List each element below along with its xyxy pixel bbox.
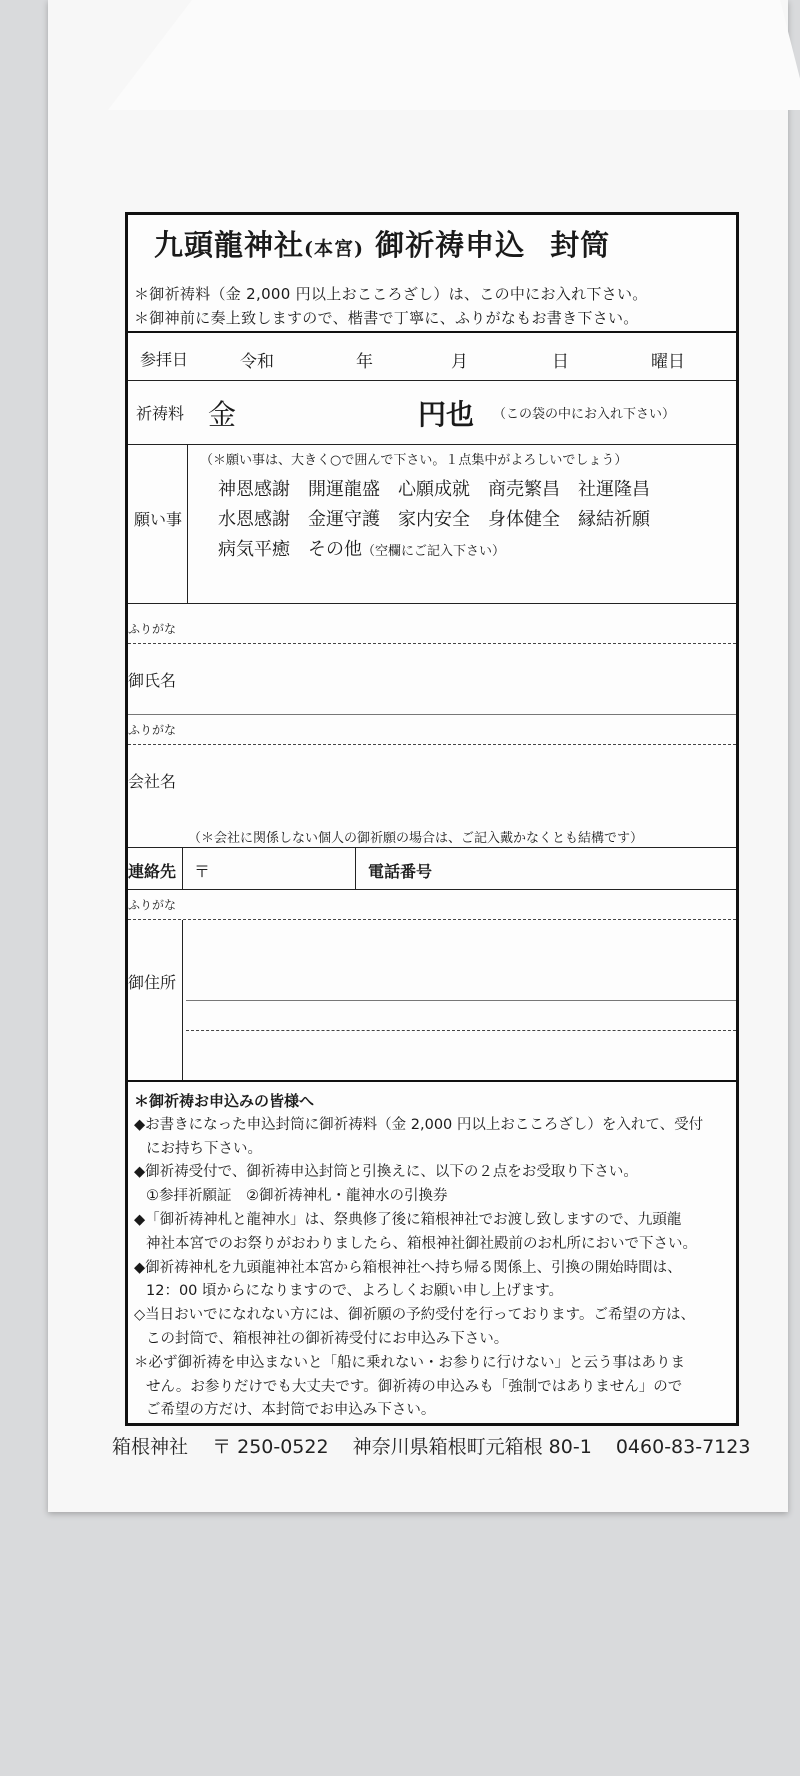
- name-furigana-row[interactable]: [128, 604, 736, 644]
- company-furigana-row[interactable]: [128, 715, 736, 745]
- phone-label: 電話番号: [368, 862, 433, 881]
- wish-option[interactable]: 水恩感謝: [218, 509, 290, 530]
- month-label: 月: [451, 352, 468, 372]
- contact-divider-2: [355, 848, 356, 889]
- instruction-line: 12：00 頃からになりますので、よろしくお願い申し上げます。: [146, 1283, 564, 1300]
- fee-label: 祈祷料: [136, 404, 185, 423]
- contact-divider-1: [182, 848, 183, 889]
- address-label: 御住所: [128, 973, 177, 992]
- instruction-line: ご希望の方だけ、本封筒でお申込み下さい。: [146, 1402, 436, 1419]
- footer: [112, 1432, 762, 1459]
- instruction-line: ◆お書きになった申込封筒に御祈祷料（金 2,000 円以上おこころざし）を入れて、受付: [134, 1116, 704, 1133]
- name-row[interactable]: [128, 644, 736, 715]
- envelope-flap: [108, 0, 800, 110]
- company-furigana-label: ふりがな: [128, 723, 177, 737]
- fee-note: （この袋の中にお入れ下さい）: [493, 407, 676, 422]
- visit-date-label: 参拝日: [140, 350, 189, 369]
- instructions: [134, 1090, 730, 1423]
- fee-row: [128, 381, 736, 445]
- address-furigana-label: ふりがな: [128, 898, 177, 912]
- weekday-label: 曜日: [651, 352, 685, 372]
- day-label: 日: [552, 352, 569, 372]
- wish-note: （＊願い事は、大きく○で囲んで下さい。１点集中がよろしいでしょう）: [200, 453, 628, 468]
- wish-option[interactable]: 神恩感謝: [218, 479, 290, 500]
- visit-date-row: [128, 333, 736, 381]
- wish-option[interactable]: 開運龍盛: [308, 479, 380, 500]
- company-label: 会社名: [128, 772, 177, 791]
- address-divider: [182, 920, 183, 1080]
- instruction-line: ◆「御祈祷神札と龍神水」は、祭典修了後に箱根神社でお渡し致しますので、九頭龍: [134, 1211, 682, 1228]
- form-header: [128, 215, 736, 333]
- title-main: 御祈祷申込: [375, 228, 526, 262]
- instruction-line: にお持ち下さい。: [146, 1140, 262, 1157]
- address-line-1: [186, 1000, 736, 1001]
- era-label: 令和: [240, 352, 274, 372]
- wish-line-1: [218, 475, 668, 501]
- name-furigana-label: ふりがな: [128, 622, 177, 636]
- wish-line-2: [218, 505, 668, 531]
- instruction-line: ◆御祈祷受付で、御祈祷申込封筒と引換えに、以下の２点をお受取り下さい。: [134, 1164, 638, 1181]
- instruction-line: ◆御祈祷神札を九頭龍神社本宮から箱根神社へ持ち帰る関係上、引換の開始時間は、: [134, 1259, 682, 1276]
- instructions-heading: ＊御祈祷お申込みの皆様へ: [134, 1092, 315, 1110]
- wish-divider: [187, 445, 188, 603]
- company-note: （＊会社に関係しない個人の御祈願の場合は、ご記入戴かなくとも結構です）: [188, 831, 644, 846]
- instruction-line: 神社本宮でのお祭りがおわりましたら、箱根神社御社殿前のお札所においで下さい。: [146, 1235, 697, 1252]
- header-note-2: ＊御神前に奏上致しますので、楷書で丁寧に、ふりがなもお書き下さい。: [134, 309, 639, 327]
- header-note-1: ＊御祈祷料（金 2,000 円以上おこころざし）は、この中にお入れ下さい。: [134, 285, 648, 303]
- fee-kin: 金: [208, 398, 237, 431]
- footer-postal: 〒 250-0522: [212, 1436, 329, 1458]
- fee-yen: 円也: [418, 398, 475, 431]
- instruction-line: ＊必ず御祈祷を申込まないと「船に乗れない・お参りに行けない」と云う事はありま: [134, 1354, 685, 1371]
- address-furigana-row[interactable]: [128, 890, 736, 920]
- shrine-name: 九頭龍神社: [154, 228, 305, 262]
- instruction-line: この封筒で、箱根神社の御祈祷受付にお申込み下さい。: [146, 1330, 509, 1347]
- footer-phone: 0460-83-7123: [615, 1436, 751, 1458]
- form-title: [154, 223, 726, 264]
- instruction-line: ①参拝祈願証 ②御祈祷神札・龍神水の引換券: [146, 1188, 448, 1205]
- wish-option[interactable]: 縁結祈願: [578, 509, 650, 530]
- wish-option[interactable]: 身体健全: [488, 509, 560, 530]
- contact-row: [128, 848, 736, 890]
- footer-address: 神奈川県箱根町元箱根 80-1: [352, 1436, 592, 1458]
- name-label: 御氏名: [128, 671, 177, 690]
- wish-row: [128, 445, 736, 604]
- title-envelope: 封筒: [550, 228, 611, 262]
- contact-label: 連絡先: [128, 862, 177, 881]
- footer-shrine-name: 箱根神社: [112, 1436, 189, 1458]
- wish-option[interactable]: 金運守護: [308, 509, 380, 530]
- company-row[interactable]: [128, 745, 736, 848]
- wish-option[interactable]: 社運隆昌: [578, 479, 650, 500]
- address-row[interactable]: [128, 920, 736, 1082]
- wish-option[interactable]: 心願成就: [398, 479, 470, 500]
- wish-label: 願い事: [134, 510, 183, 529]
- wish-other-note: （空欄にご記入下さい）: [362, 544, 506, 559]
- wish-line-3: [218, 535, 505, 561]
- address-line-2: [186, 1030, 736, 1031]
- wish-option[interactable]: 商売繁昌: [488, 479, 560, 500]
- wish-option[interactable]: 病気平癒: [218, 539, 290, 560]
- shrine-sub: (本宮): [304, 238, 364, 260]
- wish-option[interactable]: 家内安全: [398, 509, 470, 530]
- postal-mark[interactable]: 〒: [194, 862, 211, 881]
- year-label: 年: [356, 352, 373, 372]
- instruction-line: ◇当日おいでになれない方には、御祈願の予約受付を行っております。ご希望の方は、: [134, 1307, 695, 1324]
- application-form: [125, 212, 739, 1426]
- wish-option-other[interactable]: その他: [308, 539, 362, 560]
- instruction-line: せん。お参りだけでも大丈夫です。御祈祷の申込みも「強制ではありません」ので: [146, 1378, 683, 1395]
